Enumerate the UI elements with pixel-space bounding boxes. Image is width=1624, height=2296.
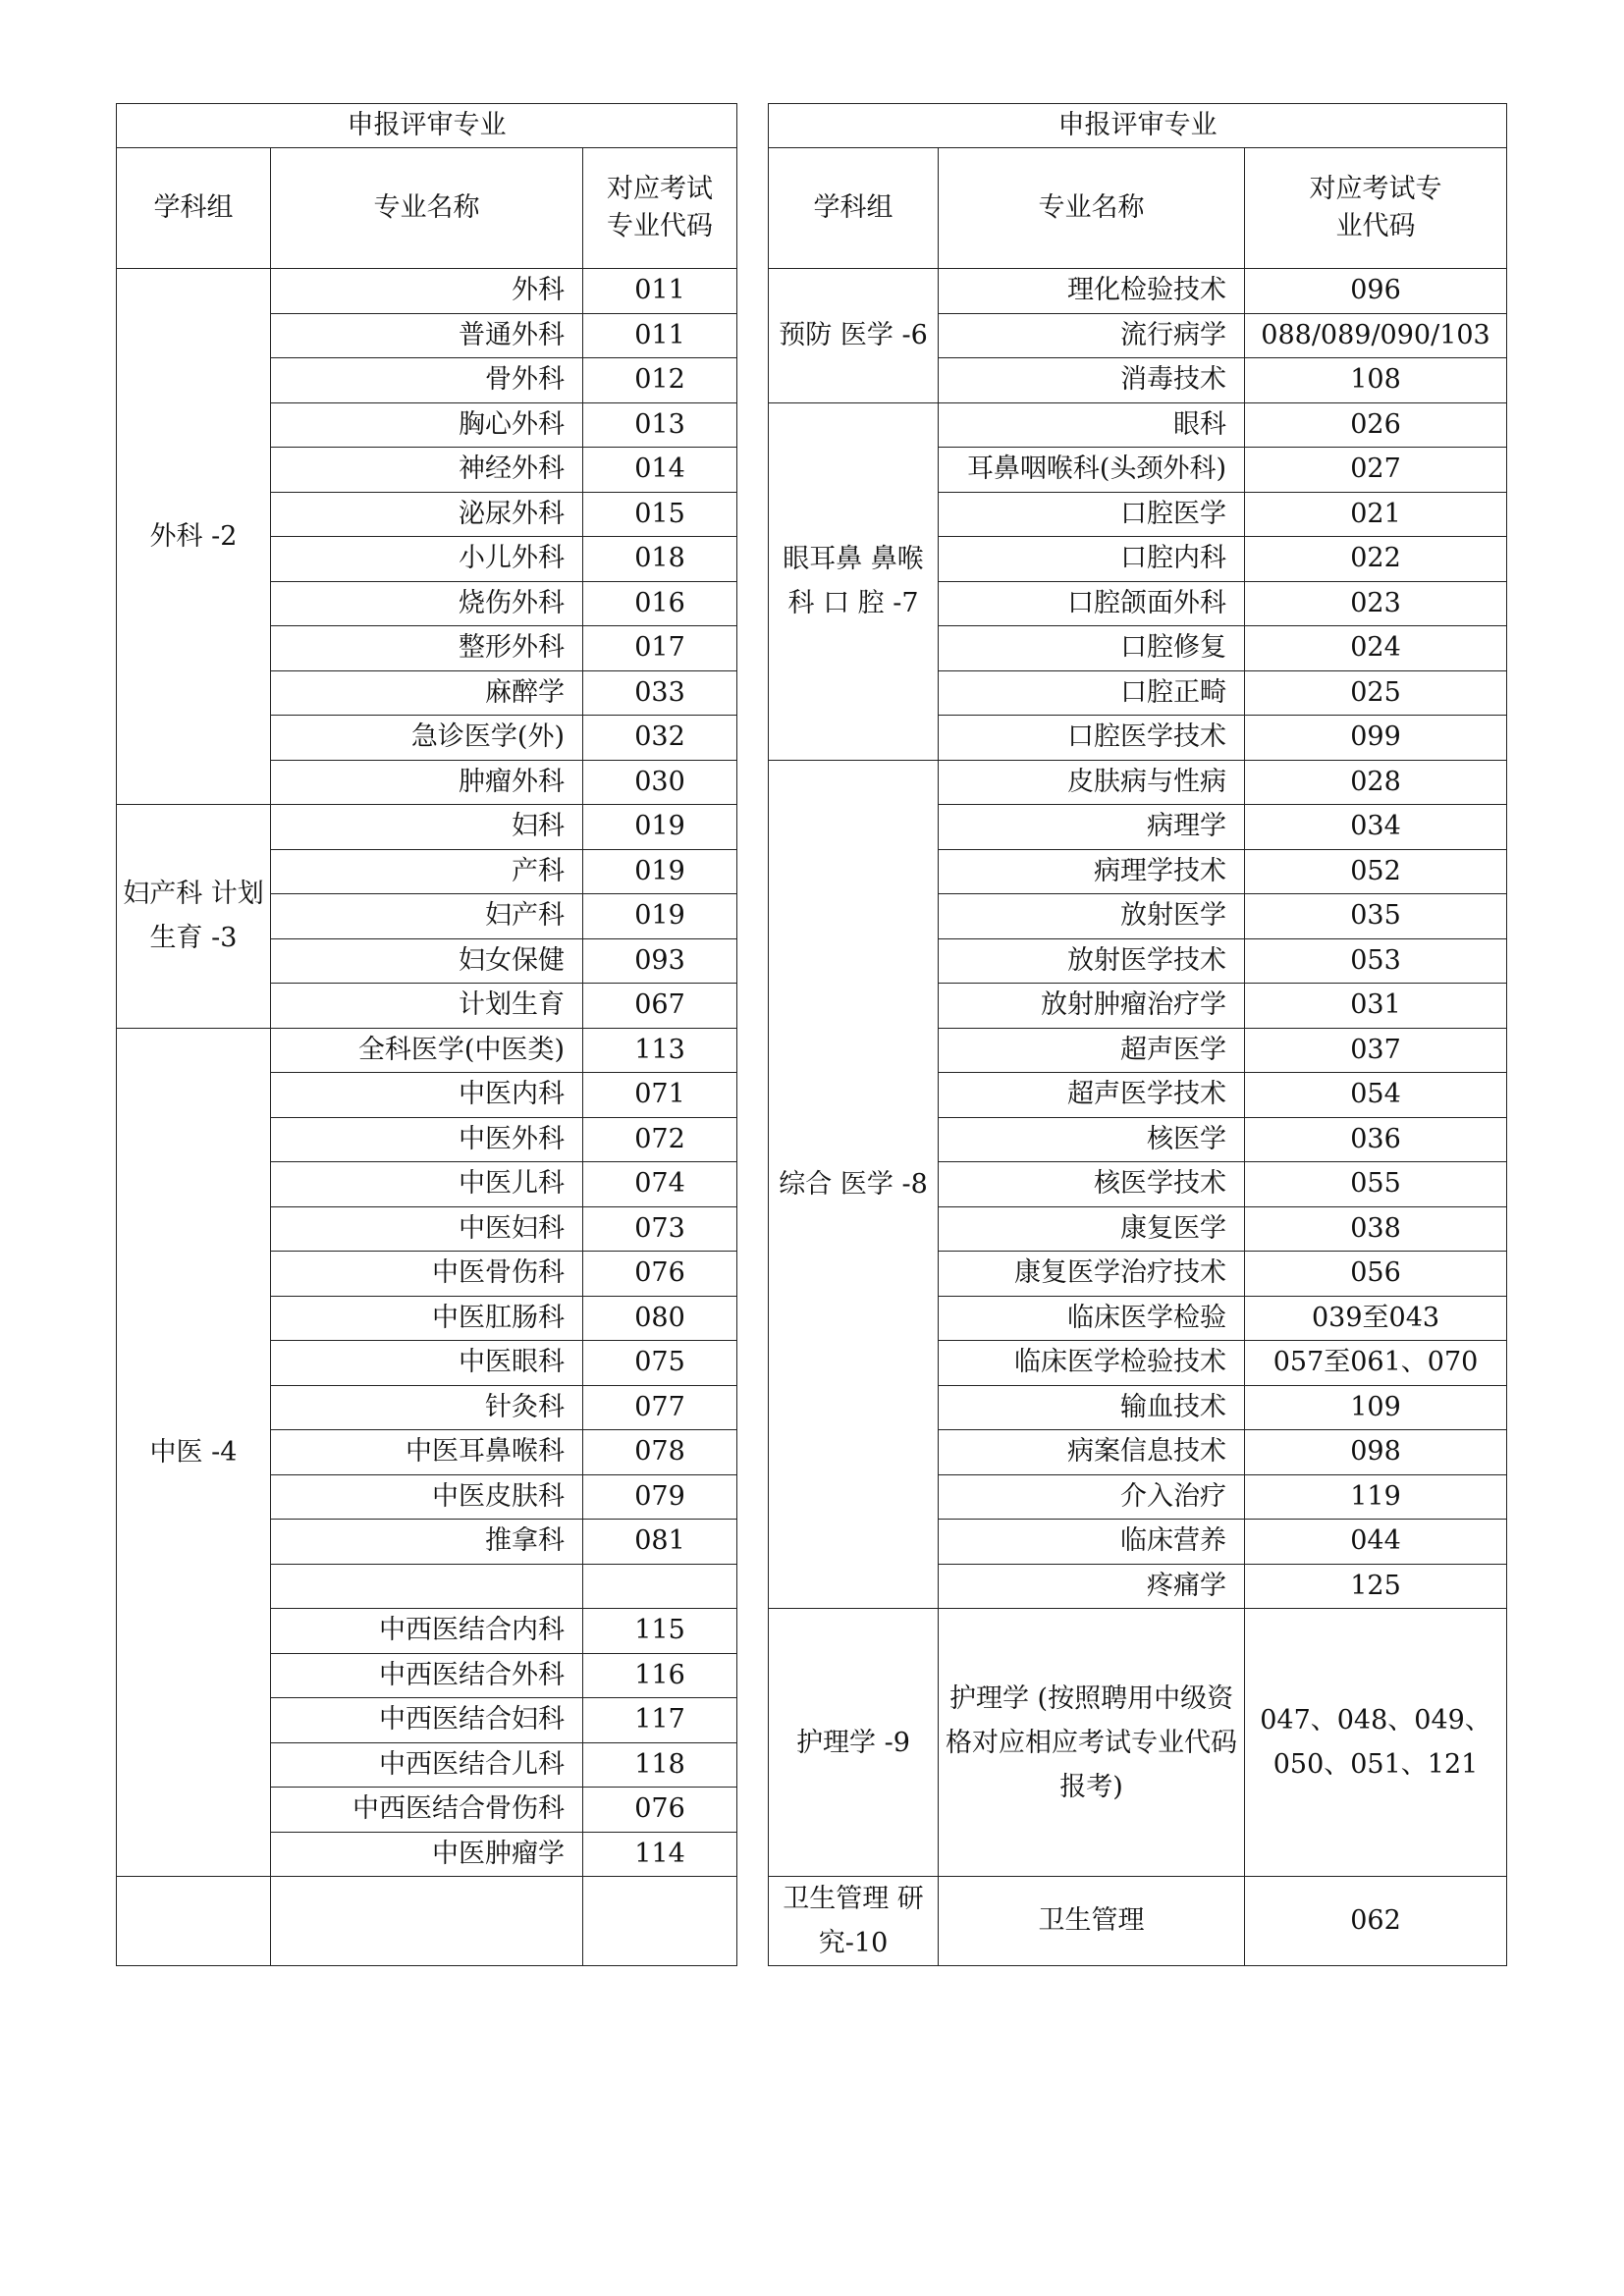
right-exam-code: 056: [1245, 1252, 1507, 1297]
left-exam-code: 113: [583, 1028, 737, 1073]
right-group-label: 护理学 -9: [769, 1609, 939, 1877]
right-specialty-name: 放射医学技术: [939, 938, 1245, 984]
right-specialty-name: 疼痛学: [939, 1564, 1245, 1609]
left-exam-code: 033: [583, 670, 737, 716]
right-exam-code: 125: [1245, 1564, 1507, 1609]
right-exam-code: 035: [1245, 894, 1507, 939]
right-exam-code: 037: [1245, 1028, 1507, 1073]
right-specialty-name: 超声医学技术: [939, 1073, 1245, 1118]
left-specialty-name: 肿瘤外科: [271, 760, 583, 805]
left-exam-code: 013: [583, 402, 737, 448]
right-specialty-name: 康复医学: [939, 1206, 1245, 1252]
right-title: 申报评审专业: [769, 104, 1507, 148]
right-group-label: 眼耳鼻 鼻喉科 口 腔 -7: [769, 402, 939, 760]
left-exam-code: 078: [583, 1430, 737, 1475]
right-specialty-name: 护理学 (按照聘用中级资格对应相应考试专业代码报考): [939, 1609, 1245, 1877]
right-specialty-name: 临床医学检验: [939, 1296, 1245, 1341]
left-specialty-name: 中西医结合内科: [271, 1609, 583, 1654]
right-exam-code: 044: [1245, 1520, 1507, 1565]
left-exam-code: 074: [583, 1162, 737, 1207]
left-specialty-name: 整形外科: [271, 626, 583, 671]
left-specialty-name: 中西医结合儿科: [271, 1742, 583, 1788]
right-specialty-name: 放射医学: [939, 894, 1245, 939]
right-exam-code: 099: [1245, 716, 1507, 761]
left-title: 申报评审专业: [117, 104, 737, 148]
right-specialty-name: 理化检验技术: [939, 269, 1245, 314]
left-exam-code: 016: [583, 581, 737, 626]
column-gap: [737, 104, 769, 1966]
left-specialty-name: 神经外科: [271, 448, 583, 493]
left-specialty-name: 泌尿外科: [271, 492, 583, 537]
left-specialty-name: 骨外科: [271, 358, 583, 403]
right-specialty-name: 介入治疗: [939, 1474, 1245, 1520]
right-exam-code: 047、048、049、050、051、121: [1245, 1609, 1507, 1877]
right-specialty-name: 超声医学: [939, 1028, 1245, 1073]
left-empty-code: [583, 1877, 737, 1966]
right-exam-code: 108: [1245, 358, 1507, 403]
right-exam-code: 109: [1245, 1385, 1507, 1430]
left-exam-code: 067: [583, 984, 737, 1029]
left-exam-code: 032: [583, 716, 737, 761]
left-specialty-name: 中医肛肠科: [271, 1296, 583, 1341]
right-specialty-name: 口腔修复: [939, 626, 1245, 671]
right-exam-code: 054: [1245, 1073, 1507, 1118]
right-exam-code: 096: [1245, 269, 1507, 314]
left-specialty-name: 妇女保健: [271, 938, 583, 984]
left-exam-code: 076: [583, 1788, 737, 1833]
right-exam-code: 026: [1245, 402, 1507, 448]
right-specialty-name: 临床营养: [939, 1520, 1245, 1565]
left-header-name: 专业名称: [271, 148, 583, 269]
left-specialty-name: 针灸科: [271, 1385, 583, 1430]
left-specialty-name: 普通外科: [271, 313, 583, 358]
left-exam-code: 014: [583, 448, 737, 493]
left-exam-code: 080: [583, 1296, 737, 1341]
right-group-label: 预防 医学 -6: [769, 269, 939, 403]
left-exam-code: 118: [583, 1742, 737, 1788]
left-exam-code: 019: [583, 805, 737, 850]
left-exam-code: 017: [583, 626, 737, 671]
left-exam-code: 019: [583, 894, 737, 939]
right-exam-code: 028: [1245, 760, 1507, 805]
left-specialty-name: 中医儿科: [271, 1162, 583, 1207]
right-group-label: 卫生管理 研究-10: [769, 1877, 939, 1966]
left-exam-code: 076: [583, 1252, 737, 1297]
left-exam-code: 018: [583, 537, 737, 582]
right-specialty-name: 输血技术: [939, 1385, 1245, 1430]
right-exam-code: 023: [1245, 581, 1507, 626]
right-exam-code: 031: [1245, 984, 1507, 1029]
right-exam-code: 021: [1245, 492, 1507, 537]
left-specialty-name: 中西医结合妇科: [271, 1698, 583, 1743]
right-exam-code: 062: [1245, 1877, 1507, 1966]
right-exam-code: 027: [1245, 448, 1507, 493]
right-specialty-name: 放射肿瘤治疗学: [939, 984, 1245, 1029]
left-group-label: 中医 -4: [117, 1028, 271, 1877]
right-specialty-name: 耳鼻咽喉科(头颈外科): [939, 448, 1245, 493]
left-specialty-name: 妇产科: [271, 894, 583, 939]
left-specialty-name: 妇科: [271, 805, 583, 850]
right-specialty-name: 口腔内科: [939, 537, 1245, 582]
right-specialty-name: 病理学: [939, 805, 1245, 850]
right-exam-code: 034: [1245, 805, 1507, 850]
left-exam-code: 075: [583, 1341, 737, 1386]
right-exam-code: 053: [1245, 938, 1507, 984]
left-exam-code: [583, 1564, 737, 1609]
right-header-code: 对应考试专业代码: [1245, 148, 1507, 269]
right-header-name: 专业名称: [939, 148, 1245, 269]
left-specialty-name: 小儿外科: [271, 537, 583, 582]
left-exam-code: 071: [583, 1073, 737, 1118]
right-exam-code: 057至061、070: [1245, 1341, 1507, 1386]
left-empty-group: [117, 1877, 271, 1966]
right-specialty-name: 卫生管理: [939, 1877, 1245, 1966]
left-specialty-name: 中医肿瘤学: [271, 1832, 583, 1877]
right-exam-code: 022: [1245, 537, 1507, 582]
right-specialty-name: 临床医学检验技术: [939, 1341, 1245, 1386]
right-specialty-name: 口腔医学: [939, 492, 1245, 537]
right-specialty-name: 核医学技术: [939, 1162, 1245, 1207]
right-exam-code: 055: [1245, 1162, 1507, 1207]
left-specialty-name: 中医耳鼻喉科: [271, 1430, 583, 1475]
right-exam-code: 025: [1245, 670, 1507, 716]
left-exam-code: 117: [583, 1698, 737, 1743]
left-specialty-name: 麻醉学: [271, 670, 583, 716]
left-specialty-name: 胸心外科: [271, 402, 583, 448]
left-exam-code: 011: [583, 313, 737, 358]
left-exam-code: 081: [583, 1520, 737, 1565]
right-group-label: 综合 医学 -8: [769, 760, 939, 1609]
left-exam-code: 079: [583, 1474, 737, 1520]
right-specialty-name: 消毒技术: [939, 358, 1245, 403]
right-exam-code: 088/089/090/103: [1245, 313, 1507, 358]
left-specialty-name: 中医外科: [271, 1117, 583, 1162]
left-specialty-name: 中医骨伤科: [271, 1252, 583, 1297]
right-specialty-name: 口腔正畸: [939, 670, 1245, 716]
left-specialty-name: 中医眼科: [271, 1341, 583, 1386]
left-exam-code: 072: [583, 1117, 737, 1162]
right-specialty-name: 口腔颌面外科: [939, 581, 1245, 626]
right-specialty-name: 皮肤病与性病: [939, 760, 1245, 805]
right-exam-code: 052: [1245, 849, 1507, 894]
left-specialty-name: 计划生育: [271, 984, 583, 1029]
left-exam-code: 030: [583, 760, 737, 805]
left-header-group: 学科组: [117, 148, 271, 269]
right-specialty-name: 口腔医学技术: [939, 716, 1245, 761]
right-exam-code: 024: [1245, 626, 1507, 671]
left-header-code: 对应考试专业代码: [583, 148, 737, 269]
left-exam-code: 115: [583, 1609, 737, 1654]
left-specialty-name: 急诊医学(外): [271, 716, 583, 761]
left-exam-code: 019: [583, 849, 737, 894]
left-specialty-name: 中西医结合骨伤科: [271, 1788, 583, 1833]
specialty-table: [116, 103, 1507, 1966]
right-specialty-name: 康复医学治疗技术: [939, 1252, 1245, 1297]
left-specialty-name: 烧伤外科: [271, 581, 583, 626]
left-specialty-name: 外科: [271, 269, 583, 314]
right-specialty-name: 病案信息技术: [939, 1430, 1245, 1475]
left-exam-code: 093: [583, 938, 737, 984]
left-specialty-name: 全科医学(中医类): [271, 1028, 583, 1073]
right-exam-code: 119: [1245, 1474, 1507, 1520]
left-exam-code: 011: [583, 269, 737, 314]
right-exam-code: 036: [1245, 1117, 1507, 1162]
right-specialty-name: 流行病学: [939, 313, 1245, 358]
right-exam-code: 098: [1245, 1430, 1507, 1475]
left-exam-code: 116: [583, 1653, 737, 1698]
left-exam-code: 073: [583, 1206, 737, 1252]
right-header-group: 学科组: [769, 148, 939, 269]
left-exam-code: 015: [583, 492, 737, 537]
right-specialty-name: 病理学技术: [939, 849, 1245, 894]
left-specialty-name: 推拿科: [271, 1520, 583, 1565]
left-specialty-name: [271, 1564, 583, 1609]
left-empty-name: [271, 1877, 583, 1966]
left-exam-code: 114: [583, 1832, 737, 1877]
left-group-label: 外科 -2: [117, 269, 271, 805]
left-specialty-name: 中医皮肤科: [271, 1474, 583, 1520]
right-specialty-name: 眼科: [939, 402, 1245, 448]
right-specialty-name: 核医学: [939, 1117, 1245, 1162]
left-exam-code: 012: [583, 358, 737, 403]
right-exam-code: 039至043: [1245, 1296, 1507, 1341]
right-exam-code: 038: [1245, 1206, 1507, 1252]
left-specialty-name: 产科: [271, 849, 583, 894]
left-exam-code: 077: [583, 1385, 737, 1430]
left-specialty-name: 中西医结合外科: [271, 1653, 583, 1698]
left-specialty-name: 中医内科: [271, 1073, 583, 1118]
left-specialty-name: 中医妇科: [271, 1206, 583, 1252]
left-group-label: 妇产科 计划生育 -3: [117, 805, 271, 1029]
